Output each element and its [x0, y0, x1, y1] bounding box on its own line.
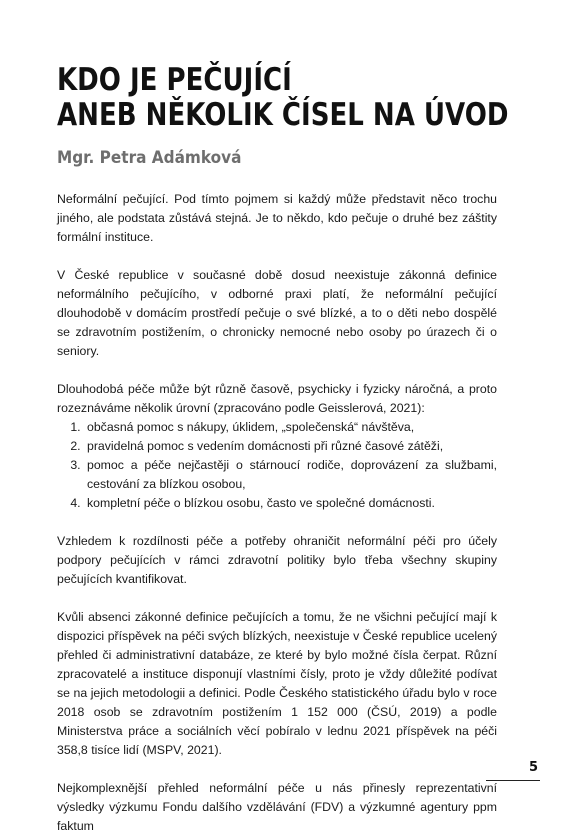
paragraph-6: Nejkomplexnější přehled neformální péče u nás přinesly reprezentativní výsledky výzkumu Fondu dalšího vzdělávání (FDV) a výzkumné agentury ppm faktum: [57, 781, 497, 833]
title-line-1: KDO JE PEČUJÍCÍ: [57, 62, 292, 98]
list-item: 4. kompletní péče o blízkou osobu, často ve společné domácnosti.: [84, 494, 497, 513]
page-number: 5: [528, 760, 538, 775]
page-title: [57, 62, 509, 133]
list-item: 1. občasná pomoc s nákupy, úklidem, „společenská“ návštěva,: [84, 418, 497, 437]
author-name: Mgr. Petra Adámková: [57, 148, 242, 168]
title-line-2: ANEB NĚKOLIK ČÍSEL NA ÚVOD: [57, 97, 509, 133]
article-body: [57, 190, 497, 836]
page-number-rule: [486, 780, 540, 781]
list-item: 2. pravidelná pomoc s vedením domácnosti při různé časové zátěži,: [84, 437, 497, 456]
paragraph-3: Dlouhodobá péče může být různě časově, psychicky i fyzicky náročná, a proto rozeznáváme několik úrovní (zpracováno podle Geisslerová, 2021):: [57, 382, 497, 415]
paragraph-1: Neformální pečující. Pod tímto pojmem si každý může představit něco trochu jiného, ale podstata zůstává stejná. Je to někdo, kdo pečuje o druhé bez záštity formální instituce.: [57, 192, 497, 244]
paragraph-2: V České republice v současné době dosud neexistuje zákonná definice neformálního pečujícího, v odborné praxi platí, že neformální pečující dlouhodobě v domácím prostředí pečuje o své blízké, a to o děti nebo dospělé se zdravotním postižením, o chronicky nemocné nebo osoby po úrazech či o seniory.: [57, 268, 497, 358]
paragraph-5: Kvůli absenci zákonné definice pečujících a tomu, že ne všichni pečující mají k dispozici příspěvek na péči svých blízkých, neexistuje v České republice ucelený přehled či administrativní databáze, ze které by bylo možné čísla čerpat. Různí zpracovatelé a instituce disponují vlastními čísly, proto je vždy důležité podívat se na jejich metodologii a definici. Podle Českého statistického úřadu bylo v roce 2018 osob se zdravotním postižením 1 152 000 (ČSÚ, 2019) a podle Ministerstva práce a sociálních věcí pobíralo v lednu 2021 příspěvek na péči 358,8 tisíce lidí (MSPV, 2021).: [57, 610, 497, 757]
list-item: 3. pomoc a péče nejčastěji o stárnoucí rodiče, doprovázení za službami, cestování za blízkou osobou,: [84, 456, 497, 494]
paragraph-4: Vzhledem k rozdílnosti péče a potřeby ohraničit neformální péči pro účely podpory pečujících v rámci zdravotní politiky bylo třeba všechny skupiny pečujících kvantifikovat.: [57, 534, 497, 586]
care-levels-list: [57, 418, 497, 513]
